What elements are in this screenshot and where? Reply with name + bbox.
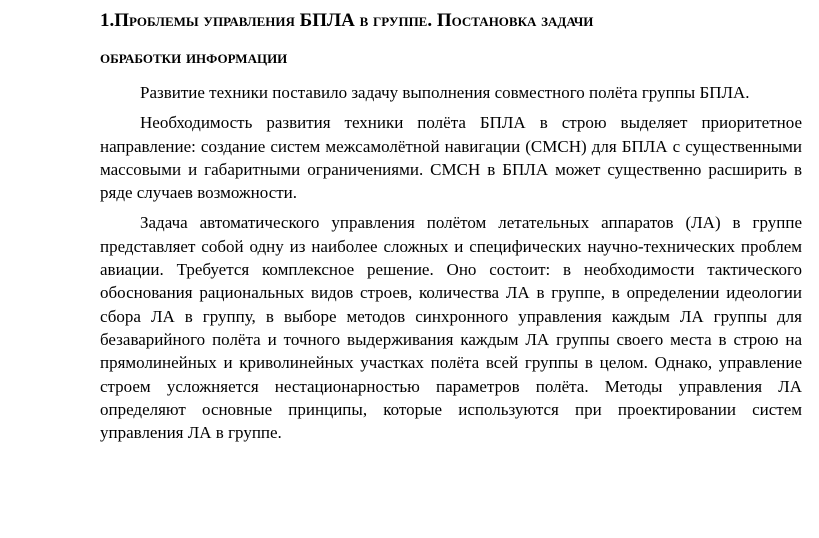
document-body (100, 81, 802, 444)
paragraph-smsn: Необходимость развития техники полёта БПЛА в строю выделяет приоритетное направление: создание систем межсамолётной навигации (СМСН) для БПЛА с существенными массовыми и габаритными ограничениями. СМСН в БПЛА может существенно расширить в ряде случаев возможности. (100, 113, 802, 203)
paragraph-control-task: Задача автоматического управления полётом летательных аппаратов (ЛА) в группе представляет собой одну из наиболее сложных и специфических научно-технических проблем авиации. Требуется комплексное решение. Оно состоит: в необходимости тактического обоснования рациональных видов строев, количества ЛА в группе, в определении идеологии сбора ЛА в группу, в выборе методов синхронного управления каждым ЛА группы для безаварийного полёта и точного выдерживания каждым ЛА группы своего места в строю на прямолинейных и криволинейных участках полёта всей группы в целом. Однако, управление строем усложняется нестационарностью параметров полёта. Методы управления ЛА определяют основные принципы, которые используются при проектировании систем управления ЛА в группе. (100, 213, 802, 443)
heading-line-1: 1.Проблемы управления БПЛА в группе. Постановка задачи (100, 10, 594, 31)
paragraph-intro: Развитие техники поставило задачу выполнения совместного полёта группы БПЛА. (140, 83, 750, 102)
heading-line-2: обработки информации (100, 47, 288, 68)
section-heading (100, 2, 802, 76)
